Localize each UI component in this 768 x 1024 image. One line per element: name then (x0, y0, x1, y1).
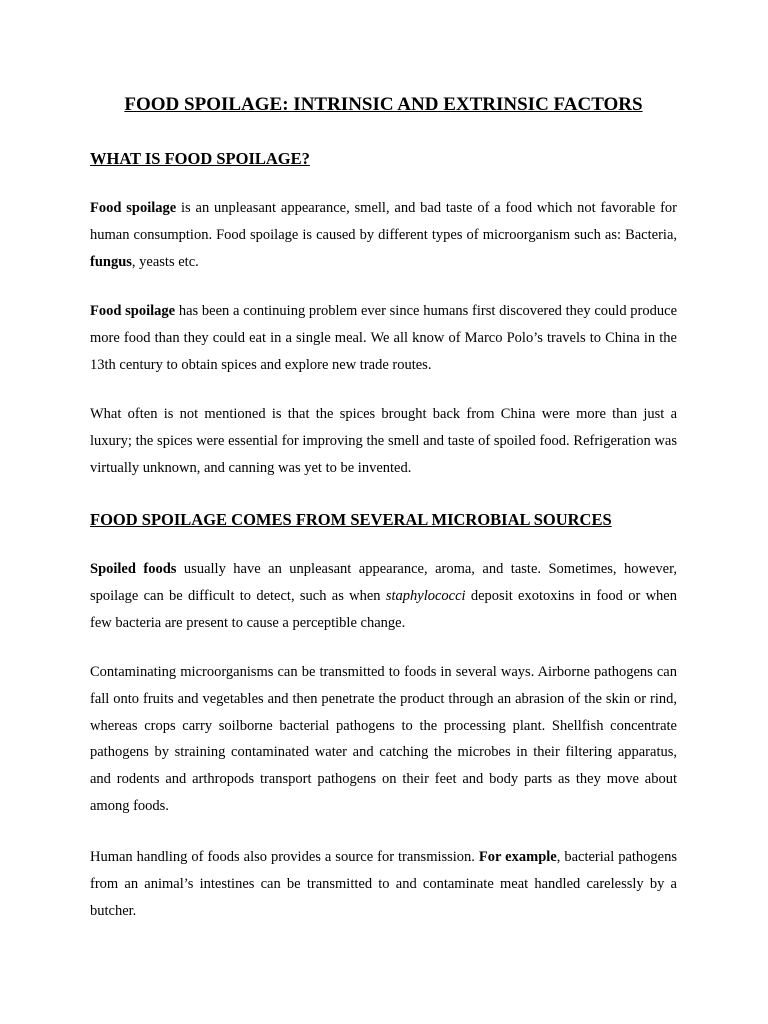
paragraph-spices (90, 401, 677, 481)
paragraph-human-handling (90, 844, 677, 924)
paragraph-definition (90, 195, 677, 275)
bold-term: fungus (90, 253, 132, 270)
bold-term: Food spoilage (90, 303, 176, 319)
paragraph-text: has been a continuing problem ever since humans first discovered they could produce more food than they could eat in a single meal. We all know of Marco Polo’s travels to China in the 13th century to obtain spices and explore new trade routes. (90, 303, 678, 373)
paragraph-text: , yeasts etc. (131, 253, 199, 270)
document-title: FOOD SPOILAGE: INTRINSIC AND EXTRINSIC FACTORS (124, 94, 643, 115)
bold-term: Spoiled foods (90, 561, 177, 577)
paragraph-spoiled-foods (90, 556, 677, 636)
section-heading-microbial-sources: FOOD SPOILAGE COMES FROM SEVERAL MICROBIAL SOURCES (90, 510, 612, 529)
paragraph-text: What often is not mentioned is that the spices brought back from China were more than just a luxury; the spices were essential for improving the smell and taste of spoiled food. Refrigeration was virtually unknown, and canning was yet to be invented. (90, 406, 677, 476)
paragraph-text: deposit exotoxins in food or when few bacteria are present to cause a perceptible change. (90, 587, 677, 631)
paragraph-history (90, 298, 677, 378)
paragraph-text: Human handling of foods also provides a source for transmission. (90, 849, 479, 865)
paragraph-transmission (90, 659, 677, 820)
section-heading-what-is-food-spoilage: WHAT IS FOOD SPOILAGE? (90, 149, 310, 168)
paragraph-text: usually have an unpleasant appearance, aroma, and taste. Sometimes, however, spoilage can be difficult to detect, such as when (90, 561, 677, 604)
paragraph-text: Contaminating microorganisms can be transmitted to foods in several ways. Airborne pathogens can fall onto fruits and vegetables and then penetrate the product through an abrasion of the skin or rind, whereas crops carry soilborne bacterial pathogens to the processing plant. Shellfish concentrate pathogens by straining contaminated water and catching the microbes in their filtering apparatus, and rodents and arthropods transport pathogens on their feet and body parts as they move about among foods. (90, 664, 677, 814)
bold-term: For example (478, 849, 557, 865)
paragraph-text: is an unpleasant appearance, smell, and bad taste of a food which not favorable for human consumption. Food spoilage is caused by different types of microorganism such as: Bacteria, (90, 200, 677, 243)
bold-term: Food spoilage (90, 200, 177, 216)
paragraph-text: , bacterial pathogens from an animal’s intestines can be transmitted to and contaminate meat handled carelessly by a butcher. (90, 849, 678, 919)
italic-term: staphylococci (385, 587, 466, 604)
